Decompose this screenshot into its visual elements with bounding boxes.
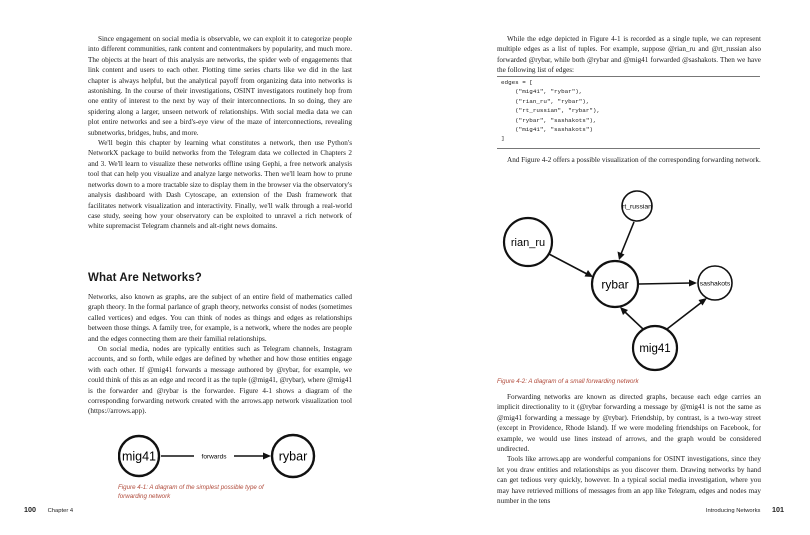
right-mid-text — [497, 155, 761, 165]
left-page-number: 100 — [24, 505, 36, 514]
left-footer — [24, 505, 73, 514]
right-page-number: 101 — [772, 505, 784, 514]
figure-4-2-edge-mig41-rybar — [625, 312, 643, 329]
left-footer-chapter: Chapter 4 — [47, 508, 74, 514]
code-line: ] — [501, 135, 505, 143]
networks-paragraph-1: Networks, also known as graphs, are the subject of an entire field of mathematics called graph theory. In the formal parlance of graph theory, networks consist of nodes (sometimes called vertices) and edges. You can think of nodes as things and edges as relationships between those things. A family tree, for example, is a network, where the nodes are people and the edges connecting them are their familial relationships. — [88, 293, 352, 343]
figure-4-1-caption-line-2: forwarding network — [118, 492, 171, 500]
code-block — [501, 78, 751, 144]
figure-4-2-edge-rybar-sashakots — [639, 283, 691, 284]
figure-4-1-edge-label: forwards — [201, 453, 227, 461]
figure-4-2-arrow-rybar-sashakots — [689, 280, 697, 287]
figure-4-2-label-rian-ru: rian_ru — [510, 237, 546, 249]
figure-4-2-label-mig41: mig41 — [639, 343, 671, 355]
code-line: ("mig41", "sashakots") — [501, 126, 593, 134]
right-footer-section: Introducing Networks — [705, 508, 761, 514]
intro-paragraph-2: We'll begin this chapter by learning what constitutes a network, then use Python's NetworkX package to build networks from the Telegram data we collected in Chapters 2 and 3. We'll learn to visualize these networks offline using Gephi, a free network analysis tool that can help you visualize and analyze large networks. Then we'll learn how to prune networks down to a more tractable size to display them in the browser via the observatory's analysis dashboard with Dash Cytoscape, an extension of the Dash framework that facilitates network visualization and interactivity. Finally, we'll walk through a real-world case study, seeing how your observatory can be exploited to unravel a rich network of white supremacist Telegram channels and alt-right news domains. — [88, 139, 352, 231]
right-paragraph-3: Forwarding networks are known as directed graphs, because each edge carries an implicit directionality to it (@rybar forwarding a message by @mig41 is not the same as @mig41 forwarding a message by @rybar). Friendship, by contrast, is a two-way street (except in Providence, Rhode Island). If we were modeling friendships on Facebook, for example, we would use lines instead of arrows, and the graph would be considered undirected. — [497, 393, 761, 454]
code-line: ("rybar", "sashakots"), — [501, 116, 597, 124]
figure-4-2-edge-mig41-sashakots — [667, 302, 702, 329]
figure-4-2-edge-rt-russian-rybar — [621, 222, 634, 254]
figure-4-2 — [497, 190, 767, 375]
intro-paragraph-1: Since engagement on social media is observable, we can exploit it to categorize people into different communities, rank content and contentmakers by popularity, and much more. The objects at the heart of this analysis are networks, the spider web of engagements that link content and users to each other. Plotting time series charts like we did in the last chapter is always helpful, but the analytical payoff from organizing data into networks is astonishing. In the course of their investigations, OSINT investigators routinely hop from one entity of interest to the next by way of their interconnections. In so doing, they are spidering along a larger, unseen network of relationships. With social media data we can plot entire networks and see a bird's-eye view of the maze of interconnections, revealing subnetworks, bridges, hubs, and more. — [88, 35, 352, 137]
figure-4-1-arrowhead — [263, 453, 271, 460]
right-paragraph-2: And Figure 4-2 offers a possible visualization of the corresponding forwarding network. — [507, 156, 761, 164]
figure-4-2-label-sashakots: sashakots — [699, 280, 731, 288]
code-top-rule — [497, 76, 760, 77]
figure-4-1 — [118, 432, 318, 482]
code-line: ("rt_russian", "rybar"), — [501, 107, 600, 115]
figure-4-2-label-rybar: rybar — [601, 277, 629, 292]
code-line: ("mig41", "rybar"), — [501, 88, 583, 96]
section-heading: What Are Networks? — [88, 272, 202, 284]
figure-4-1-label-mig41: mig41 — [121, 449, 157, 464]
code-line: edges = [ — [501, 79, 533, 86]
code-line: ("rian_ru", "rybar"), — [501, 97, 590, 105]
right-bottom-text — [497, 392, 761, 506]
right-paragraph-1: While the edge depicted in Figure 4-1 is recorded as a single tuple, we can represent multiple edges as a list of tuples. For example, suppose @rian_ru and @rt_russian also forwarded @rybar, while both @rybar and @mig41 forwarded @sashakots. Then we have the following list of edges: — [497, 35, 761, 75]
right-paragraph-4: Tools like arrows.app are wonderful companions for OSINT investigations, since they let you draw entities and relationships as you discover them. Drawing networks by hand can get tedious very quickly, however. In a typical social media investigation, where you may have retrieved millions of messages from an app like Telegram, edges and nodes may number in the tens — [497, 455, 761, 506]
right-top-text — [497, 34, 761, 76]
figure-4-2-edge-rian-ru-rybar — [549, 254, 587, 274]
figure-4-2-label-rt-russian: rt_russian — [622, 203, 652, 211]
figure-4-1-caption — [118, 484, 338, 501]
code-bottom-rule — [497, 148, 760, 149]
figure-4-1-caption-line-1: Figure 4-1: A diagram of the simplest possible type of — [118, 484, 264, 491]
figure-4-1-label-rybar: rybar — [278, 449, 308, 464]
left-networks-text — [88, 292, 352, 417]
right-page — [405, 0, 810, 535]
networks-paragraph-2: On social media, nodes are typically entities such as Telegram channels, Instagram accounts, and so forth, while edges are defined by whether and how those entities engage with each other. If @mig41 forwards a message authored by @rybar, for example, we could think of this as an edge and record it as the tuple (@mig41, @rybar), where @mig41 is the forwarder and @rybar is the forwardee. Figure 4-1 shows a diagram of the corresponding forwarding network created with the arrows.app network visualization tool (https://arrows.app). — [88, 345, 352, 416]
left-intro-text — [88, 34, 352, 232]
figure-4-2-caption: Figure 4-2: A diagram of a small forwarding network — [497, 378, 639, 385]
right-footer — [706, 505, 784, 514]
